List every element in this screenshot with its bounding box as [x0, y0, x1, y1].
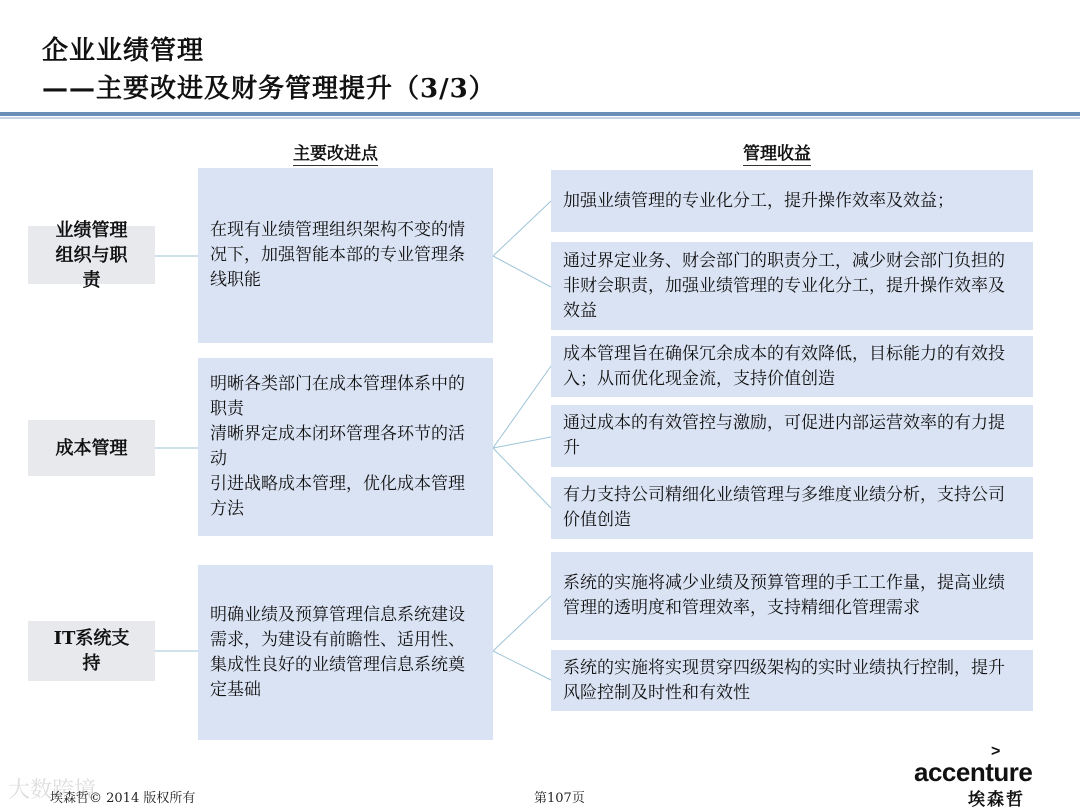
- benefit-text: 通过界定业务、财会部门的职责分工，减少财会部门负担的非财会职责，加强业绩管理的专业化分工，提升操作效率及效益: [563, 250, 1005, 321]
- benefit-text: 系统的实施将实现贯穿四级架构的实时业绩执行控制，提升风险控制及时性和有效性: [563, 657, 1005, 703]
- category-performance-org: 业绩管理 组织与职 责: [28, 226, 155, 284]
- copyright: 埃森哲© 2014 版权所有: [50, 791, 196, 806]
- title-line1: 企业业绩管理: [42, 36, 205, 66]
- benefit-item: [551, 242, 1033, 330]
- benefit-text: 成本管理旨在确保冗余成本的有效降低，目标能力的有效投入；从而优化现金流，支持价值创造: [563, 343, 1005, 389]
- connector-line: [493, 437, 551, 448]
- improvement-text: 明晰各类部门在成本管理体系中的职责 清晰界定成本闭环管理各环节的活动 引进战略成本管理，优化成本管理方法: [210, 374, 465, 519]
- improvement-text: 在现有业绩管理组织架构不变的情况下，加强智能本部的专业管理条线职能: [210, 220, 465, 290]
- title-line2: ——主要改进及财务管理提升（3/3）: [42, 74, 496, 104]
- improvement-performance-org: [198, 168, 493, 343]
- improvement-it-support: [198, 565, 493, 740]
- connector-line: [493, 596, 551, 651]
- connector-line: [493, 651, 551, 680]
- benefit-item: [551, 477, 1033, 539]
- accenture-logo-cn: 埃森哲: [968, 790, 1025, 810]
- logo-chevron-icon: >: [991, 743, 1001, 760]
- benefit-item: [551, 552, 1033, 640]
- connector-line: [493, 201, 551, 256]
- watermark: 大数跨境: [8, 778, 97, 803]
- category-cost-management: 成本管理: [28, 420, 155, 476]
- benefit-item: [551, 336, 1033, 397]
- benefit-text: 系统的实施将减少业绩及预算管理的手工工作量，提高业绩管理的透明度和管理效率，支持精细化管理需求: [563, 573, 1005, 618]
- page-number: 第107页: [534, 791, 585, 806]
- benefit-text: 有力支持公司精细化业绩管理与多维度业绩分析，支持公司价值创造: [563, 485, 1005, 530]
- benefit-text: 加强业绩管理的专业化分工，提升操作效率及效益；: [563, 190, 954, 211]
- benefit-item: [551, 405, 1033, 467]
- accenture-logo: accenture: [914, 757, 1033, 787]
- category-it-support: IT系统支 持: [28, 621, 155, 681]
- benefit-item: [551, 650, 1033, 711]
- improvement-text: 明确业绩及预算管理信息系统建设需求，为建设有前瞻性、适用性、集成性良好的业绩管理信息系统奠定基础: [210, 604, 465, 700]
- connector-line: [493, 448, 551, 508]
- benefit-text: 通过成本的有效管控与激励，可促进内部运营效率的有力提升: [563, 413, 1005, 458]
- connector-line: [493, 366, 551, 448]
- header-improvements: 主要改进点: [293, 144, 378, 164]
- header-benefits: 管理收益: [743, 144, 811, 164]
- benefit-item: [551, 170, 1033, 232]
- connector-line: [493, 256, 551, 287]
- improvement-cost-management: [198, 358, 493, 536]
